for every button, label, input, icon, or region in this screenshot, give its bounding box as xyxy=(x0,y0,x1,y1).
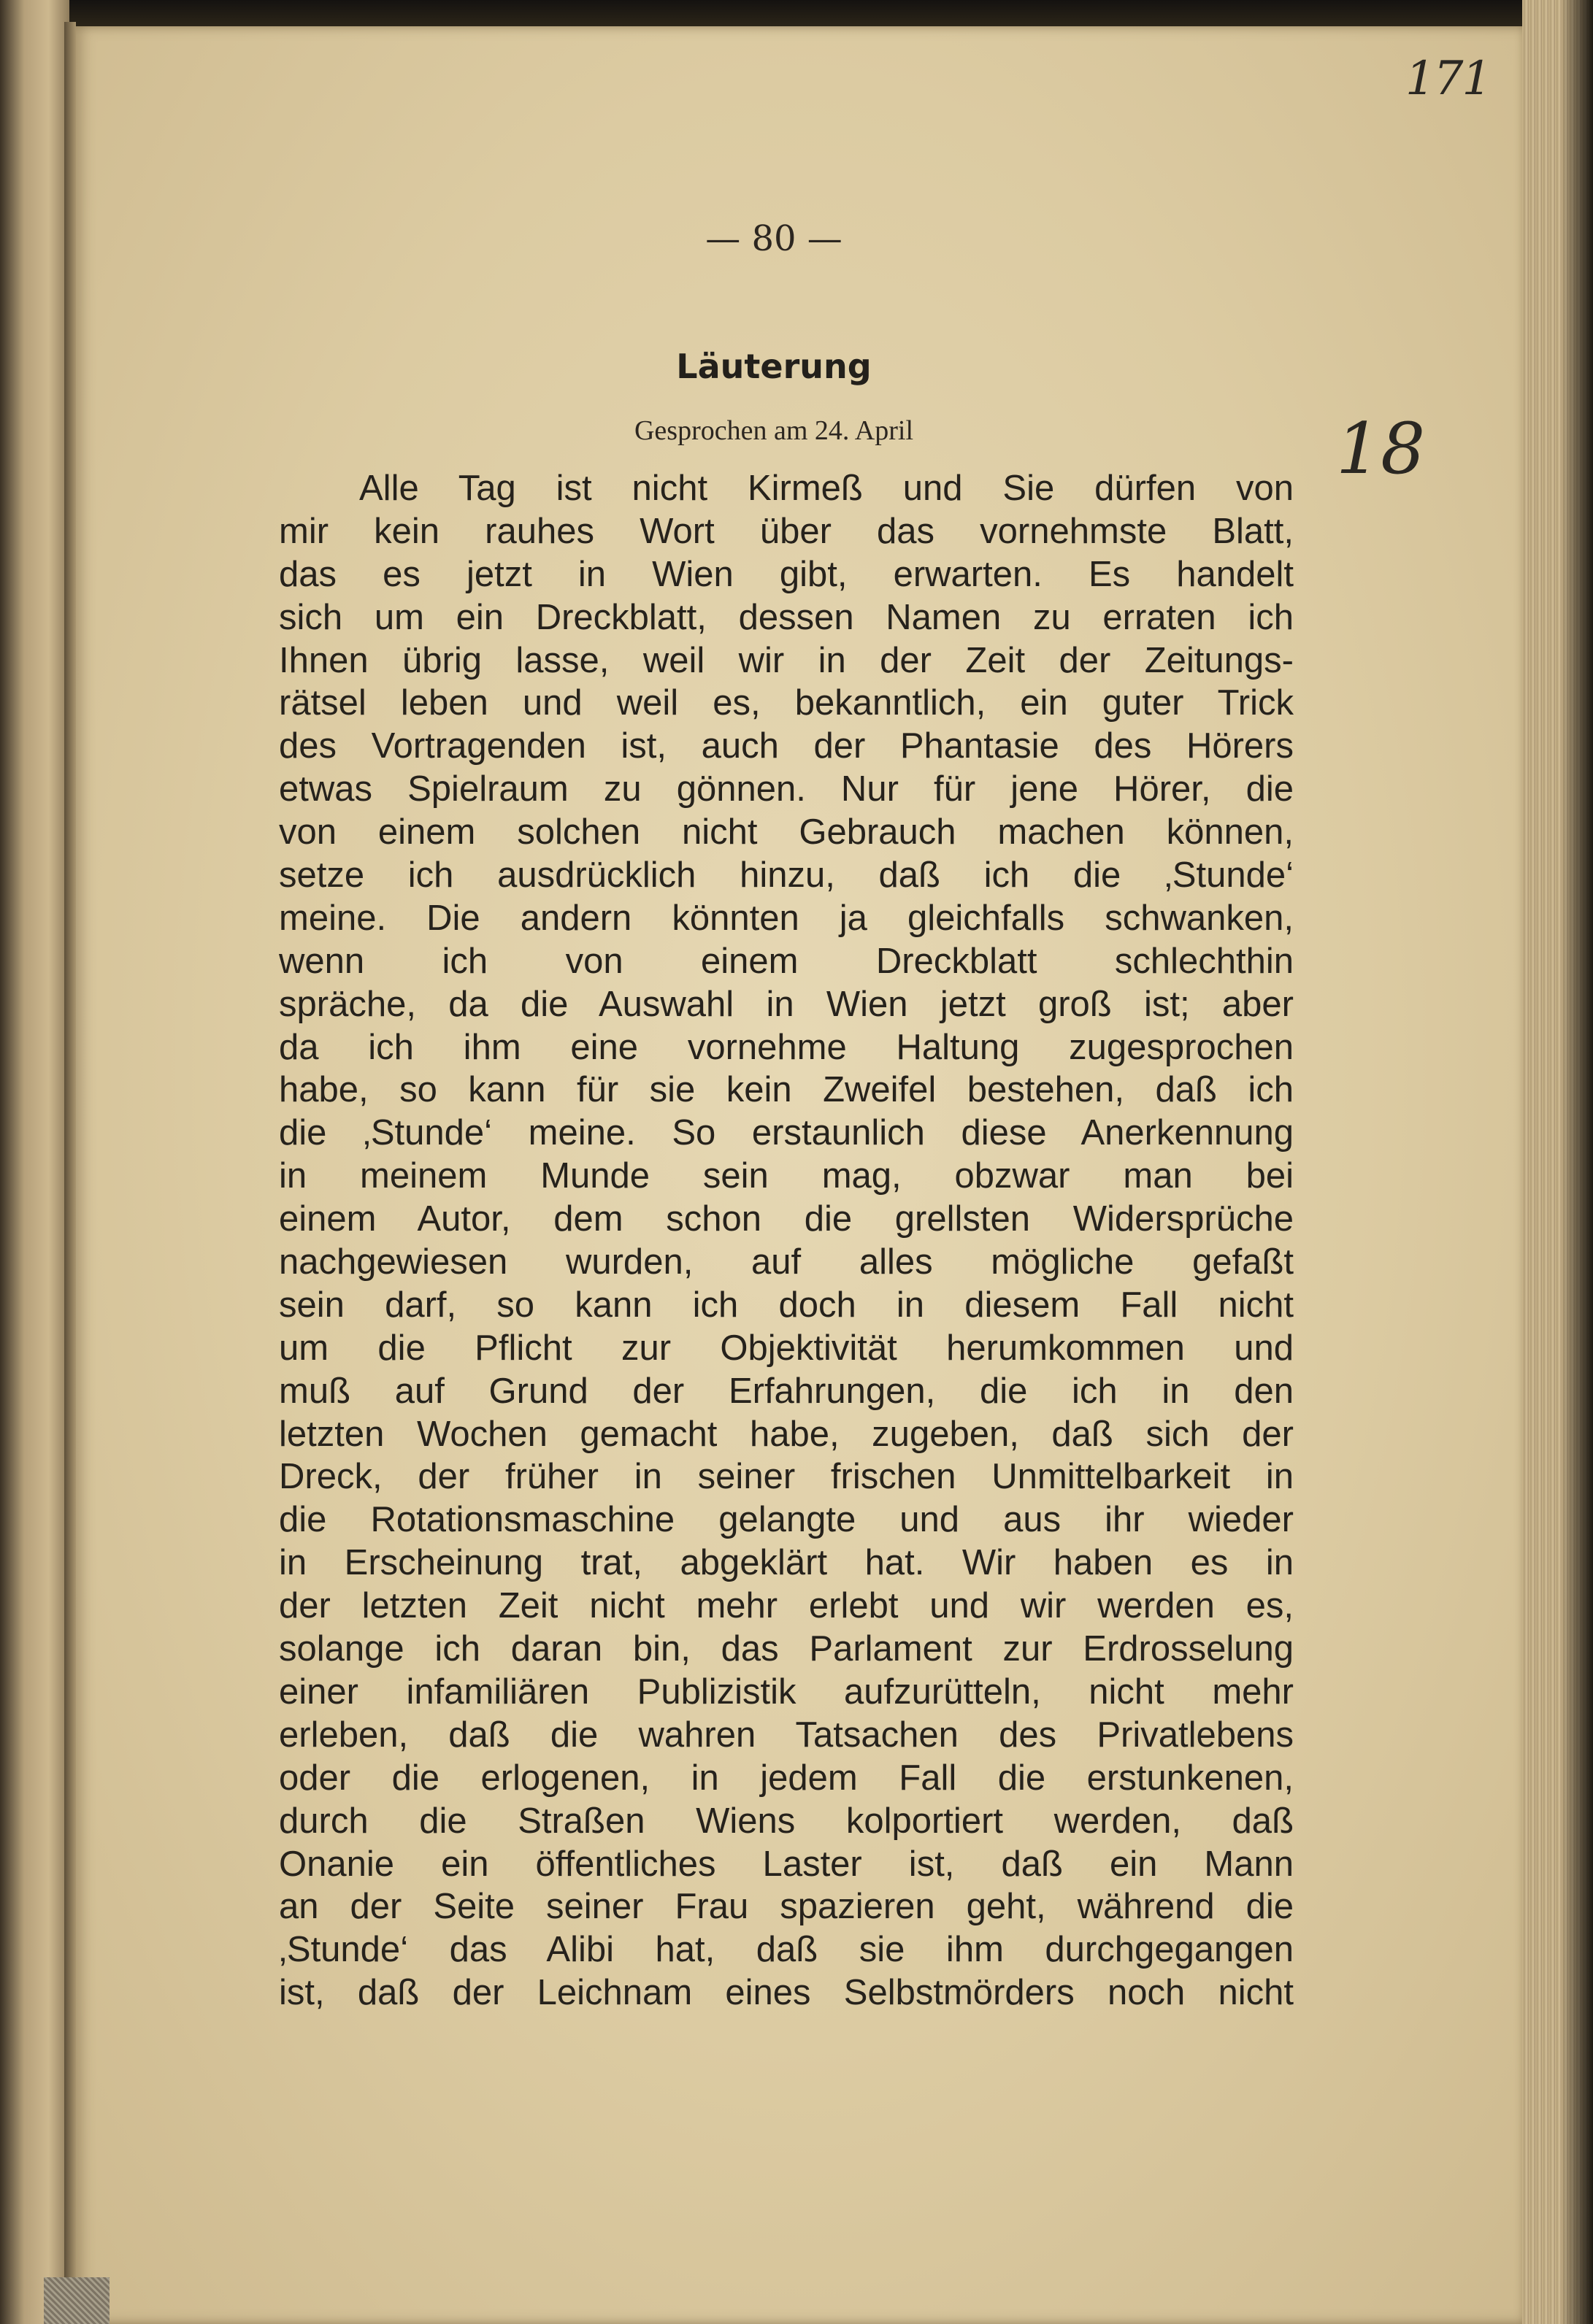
text-line: spräche, da die Auswahl in Wien jetzt groß ist; aber xyxy=(279,984,1294,1024)
chapter-subtitle: Gesprochen am 24. April xyxy=(634,415,914,446)
text-line: solange ich daran bin, das Parlament zur Erdrosselung xyxy=(279,1629,1294,1669)
text-line: habe, so kann für sie kein Zweifel bestehen, daß ich xyxy=(279,1070,1294,1110)
text-line: die ‚Stunde‘ meine. So erstaunlich diese Anerkennung xyxy=(279,1113,1294,1153)
text-line: meine. Die andern könnten ja gleichfalls schwanken, xyxy=(279,898,1294,938)
text-line: ‚Stunde‘ das Alibi hat, daß sie ihm durchgegangen xyxy=(279,1930,1294,1970)
page-number: — 80 — xyxy=(705,218,842,259)
cloth-corner xyxy=(44,2277,110,2324)
text-line: die Rotationsmaschine gelangte und aus ihr wieder xyxy=(279,1500,1294,1540)
text-line: einer infamiliären Publizistik aufzurütteln, nicht mehr xyxy=(279,1671,1294,1712)
body-text xyxy=(279,467,1294,2015)
gutter-fold xyxy=(64,22,76,2324)
text-line: wenn ich von einem Dreckblatt schlechthin xyxy=(279,941,1294,981)
text-line: sein darf, so kann ich doch in diesem Fall nicht xyxy=(279,1285,1294,1325)
text-line: das es jetzt in Wien gibt, erwarten. Es handelt xyxy=(279,554,1294,594)
text-line: Alle Tag ist nicht Kirmeß und Sie dürfen von xyxy=(359,469,1294,508)
text-line: einem Autor, dem schon die grellsten Widersprüche xyxy=(279,1199,1294,1239)
text-line: an der Seite seiner Frau spazieren geht, während die xyxy=(279,1887,1294,1927)
text-line: Onanie ein öffentliches Laster ist, daß ein Mann xyxy=(279,1844,1294,1884)
text-line: ist, daß der Leichnam eines Selbstmörders noch nicht xyxy=(279,1973,1294,2013)
text-line: oder die erlogenen, in jedem Fall die erstunkenen, xyxy=(279,1758,1294,1798)
text-line: um die Pflicht zur Objektivität herumkommen und xyxy=(279,1328,1294,1368)
text-line: des Vortragenden ist, auch der Phantasie des Hörers xyxy=(279,726,1294,766)
text-line: erleben, daß die wahren Tatsachen des Privatlebens xyxy=(279,1715,1294,1755)
text-line: in Erscheinung trat, abgeklärt hat. Wir haben es in xyxy=(279,1543,1294,1583)
text-line: von einem solchen nicht Gebrauch machen können, xyxy=(279,812,1294,853)
text-line: der letzten Zeit nicht mehr erlebt und wir werden es, xyxy=(279,1586,1294,1626)
text-line: da ich ihm eine vornehme Haltung zugesprochen xyxy=(279,1027,1294,1067)
text-line: mir kein rauhes Wort über das vornehmste Blatt, xyxy=(279,511,1294,551)
text-line: Dreck, der früher in seiner frischen Unmittelbarkeit in xyxy=(279,1457,1294,1497)
text-line: nachgewiesen wurden, auf alles mögliche gefaßt xyxy=(279,1242,1294,1282)
text-line: rätsel leben und weil es, bekanntlich, ein guter Trick xyxy=(279,683,1294,723)
handwritten-margin-mark: 18 xyxy=(1336,408,1426,490)
chapter-title: Läuterung xyxy=(676,347,872,386)
scan-top-edge xyxy=(0,0,1593,29)
book-binding xyxy=(0,0,69,2324)
scan-right-shadow xyxy=(1562,0,1593,2324)
text-line: durch die Straßen Wiens kolportiert werden, daß xyxy=(279,1801,1294,1841)
text-line: sich um ein Dreckblatt, dessen Namen zu erraten ich xyxy=(279,597,1294,637)
text-line: etwas Spielraum zu gönnen. Nur für jene Hörer, die xyxy=(279,769,1294,809)
text-line: setze ich ausdrücklich hinzu, daß ich die ‚Stunde‘ xyxy=(279,855,1294,896)
text-line: muß auf Grund der Erfahrungen, die ich in den xyxy=(279,1371,1294,1411)
text-line: letzten Wochen gemacht habe, zugeben, daß sich der xyxy=(279,1414,1294,1454)
text-line: in meinem Munde sein mag, obzwar man bei xyxy=(279,1156,1294,1196)
archive-number: 171 xyxy=(1405,52,1491,106)
text-line: Ihnen übrig lasse, weil wir in der Zeit der Zeitungs- xyxy=(279,640,1294,680)
